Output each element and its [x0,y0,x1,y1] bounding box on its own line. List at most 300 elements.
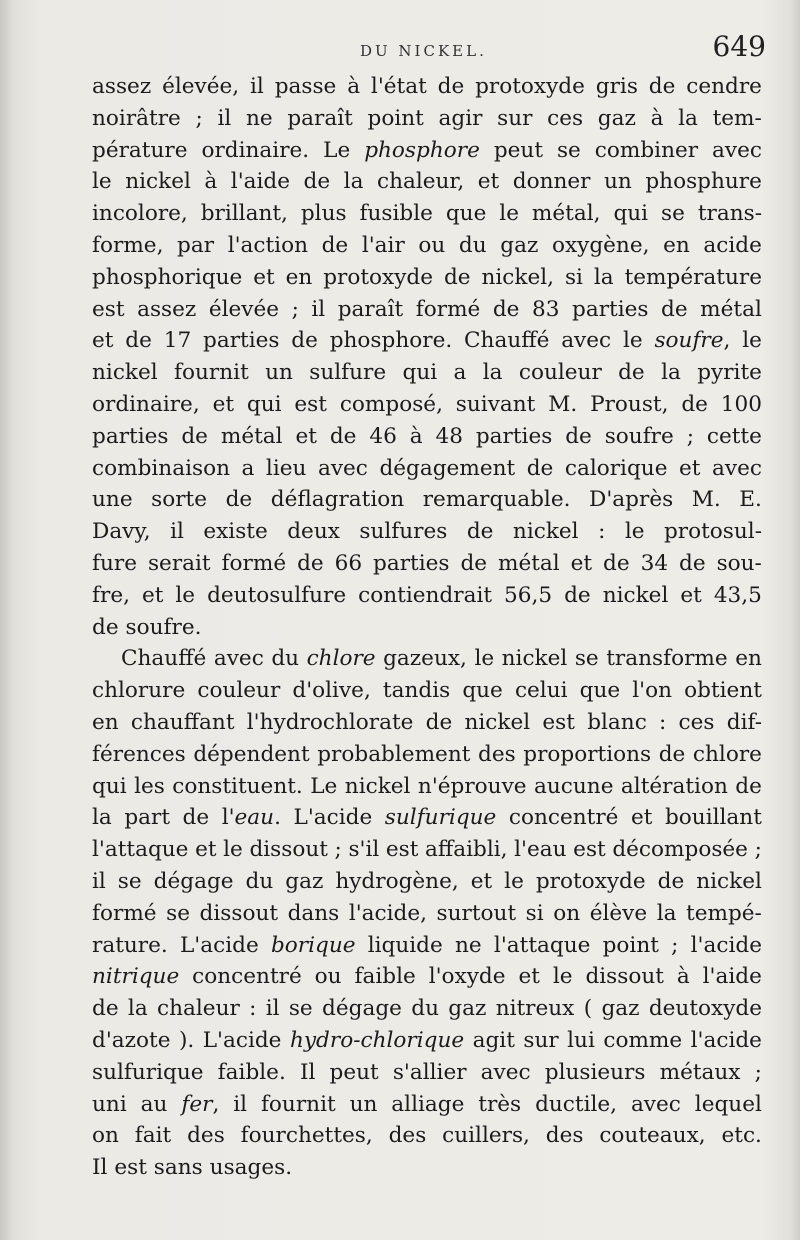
word: bouillant [664,805,762,831]
word: noirâtre [92,105,181,131]
word: deux [287,519,340,545]
text-line [92,643,762,675]
word: gaz [597,105,636,131]
word: l'aide [230,169,291,195]
word: ; [754,1059,762,1085]
text-line [92,866,762,898]
word: concentré [192,964,302,990]
word: chlore [306,646,376,672]
text-line [92,1089,762,1121]
word: Chauffé [464,328,550,354]
text-line [92,612,762,644]
word: en [285,264,313,290]
word: fre, [92,582,130,608]
word: avec [213,646,264,672]
word: comme [603,1027,683,1053]
word: l'attaque [493,932,591,958]
word: dissout [199,900,279,926]
word: l'état [370,74,427,99]
word: se [117,868,142,894]
word: la [343,169,364,195]
word: contiendrait [358,582,493,608]
word: lui [567,1027,595,1053]
word: composé, [339,391,443,417]
text-line [92,1120,762,1152]
word: chaleur, [376,169,465,195]
word: déflagration [270,487,405,513]
word: constituent. [172,773,303,799]
word: et [477,169,500,195]
word: avec [480,1059,531,1085]
word: Le [310,773,338,799]
word: de [657,868,685,894]
text-line [92,1057,762,1089]
word: ( [583,996,593,1022]
word: élevée, [162,74,240,99]
word: se [288,996,313,1022]
word: dépendent [193,741,310,767]
word: la [593,264,614,290]
word: à [347,74,361,99]
word: etc. [721,1123,762,1149]
word: soufre. [125,614,202,640]
word: assez [137,296,197,322]
word: nickel [501,646,568,672]
word: ne [455,932,482,958]
word: chaleur [157,996,240,1022]
word: l'hydrochlorate [246,709,414,735]
word: parties [373,550,450,576]
word: dissout [585,964,664,990]
word: de [492,296,520,322]
word: avec [712,455,762,481]
word: de [303,169,331,195]
word: remarquable. [422,487,571,513]
word: alliage [391,1091,465,1117]
text-line [92,325,762,357]
word: métal [700,296,762,322]
word: décomposée [612,837,748,863]
word: sans [153,1155,203,1181]
word: nitrique [92,964,180,990]
word: acide [703,232,762,258]
word: de [735,773,762,799]
word: peut [329,1059,379,1085]
word: ; [334,837,342,863]
word: 83 [532,296,560,322]
word: sulfure [309,360,387,386]
word: il [170,519,184,545]
word: le [223,837,243,863]
word: ordinaire, [92,391,200,417]
word: usages. [209,1155,293,1181]
word: de [466,519,494,545]
word: des [545,1123,584,1149]
word: de [92,996,119,1022]
word: ductile, [535,1091,618,1117]
word: pyrite [697,360,762,386]
word: de [564,582,591,608]
word: si [564,264,583,290]
word: on [92,1123,119,1149]
text-line [92,993,762,1025]
word: ne [245,105,273,131]
word: l'eau [514,837,567,863]
word: : [659,709,667,735]
word: sulfures [359,519,448,545]
word: phosphure [645,169,762,195]
word: lieu [265,455,307,481]
word: le [742,328,762,354]
text-line [92,802,762,834]
word: d'olive, [292,678,371,704]
word: le [622,328,643,354]
word: 56,5 [504,582,553,608]
word: tandis [382,678,451,704]
word: cendre [686,74,762,99]
word: n'éprouve [417,773,527,799]
word: le [175,582,196,608]
word: s'allier [392,1059,467,1085]
word: l'aide [702,964,762,990]
word: existe [203,519,268,545]
word: dégage [322,996,402,1022]
word: férences [92,741,186,767]
word: dégagement [379,455,516,481]
word: à [676,964,690,990]
word: il [265,996,280,1022]
word: et [195,837,217,863]
word: un [604,169,632,195]
word: oxygène, [551,232,650,258]
word: formé [221,550,287,576]
word: les [134,773,165,799]
word: de [92,614,119,640]
word: tem- [712,105,762,131]
word: du [411,996,439,1022]
word: de [125,328,152,354]
word: M. [548,391,578,417]
word: formé [415,296,481,322]
word: protoxyde [323,264,434,290]
word: nickel [696,868,762,894]
text-line [92,421,762,453]
word: température [624,264,762,290]
word: l'air [361,232,405,258]
word: et [141,582,164,608]
word: des [187,1123,225,1149]
word: nickel, [481,264,555,290]
word: de [437,74,465,99]
word: et [518,964,540,990]
word: forme, [92,232,164,258]
word: gaz [601,996,640,1022]
word: ces [678,709,715,735]
text-line [92,357,762,389]
word: métal, [531,201,601,227]
word: de [297,550,324,576]
word: à [204,169,218,195]
word: dif- [726,709,762,735]
word: fer, [181,1091,220,1117]
word: de [661,296,688,322]
word: métal [220,423,283,449]
word: une [92,487,133,513]
word: élève [589,900,648,926]
word: paraît [287,105,353,131]
word: se [574,646,599,672]
text-line [92,771,762,803]
word: protoxyde [475,74,585,99]
word: est [542,709,575,735]
word: et [570,550,593,576]
word: parties [572,296,649,322]
text-line [92,1025,762,1057]
text-line [92,198,762,230]
word: du [271,646,300,672]
word: suivant [455,391,536,417]
word: de [291,328,318,354]
word: phosphore. [329,328,453,354]
word: gris [595,74,638,99]
word: fait [134,1123,172,1149]
word: en [92,709,119,735]
word: 43,5 [713,582,762,608]
word: qui [246,391,282,417]
word: cuillers, [442,1123,530,1149]
word: dégage [153,868,234,894]
word: a [453,360,467,386]
word: nickel [512,519,579,545]
text-line [92,294,762,326]
word: que [462,678,503,704]
text-line [92,548,762,580]
word: du [458,232,487,258]
word: lequel [694,1091,762,1117]
word: fournit [260,1091,336,1117]
word: sulfurique [384,805,497,831]
text-line [92,516,762,548]
word: peut [493,137,543,163]
word: sulfurique [92,1059,204,1085]
word: et [470,868,493,894]
word: rature. [92,932,168,958]
word: l'attaque [92,837,189,863]
text-line [92,1152,762,1184]
word: uni [92,1091,127,1117]
word: il [233,1091,248,1117]
word: Le [323,137,351,163]
word: et [212,391,235,417]
word: Il [299,1059,316,1085]
text-line [92,675,762,707]
word: combiner [594,137,699,163]
word: avec [712,137,762,163]
text-line [92,484,762,516]
word: est [385,837,419,863]
word: métaux [659,1059,741,1085]
paragraph [92,71,762,643]
word: nitreux [495,996,575,1022]
running-head: DU NICKEL. [360,42,487,60]
word: 46 [369,423,397,449]
word: L'acide [293,805,373,831]
word: dans [287,900,340,926]
text-line [92,103,762,135]
word: nickel [464,709,531,735]
word: et [253,264,275,290]
word: parties [203,328,280,354]
word: nickel [602,582,669,608]
word: se [166,900,190,926]
word: E. [739,487,762,513]
word: hydro-chlorique [289,1027,465,1053]
word: faible [354,964,416,990]
word: est [114,1155,147,1181]
text-line [92,580,762,612]
word: faible. [217,1059,286,1085]
word: donner [512,169,591,195]
word: nickel [125,169,191,195]
word: ces [547,105,584,131]
word: de [603,550,630,576]
word: obtient [684,678,762,704]
word: affaibli, [425,837,508,863]
text-line [92,898,762,930]
word: formé [92,900,157,926]
word: assez [92,74,152,99]
word: qui [613,201,649,227]
word: chlore [692,741,762,767]
word: et [680,582,702,608]
word: l'acide [690,1027,762,1053]
word: un [265,360,293,386]
word: borique [270,932,356,958]
word: par [177,232,215,258]
word: il [92,868,106,894]
word: ). [178,1027,195,1053]
word: fure [92,550,138,576]
word: le [624,519,645,545]
word: de [565,423,592,449]
text-line [92,707,762,739]
word: est [573,837,606,863]
text-line [92,135,762,167]
word: se [556,137,581,163]
word: à [650,105,664,131]
word: ; [291,296,299,322]
word: de [425,709,453,735]
word: d'azote [92,1027,171,1053]
word: ; [671,932,679,958]
word: il [250,74,264,99]
word: il [217,105,232,131]
word: qui [92,773,127,799]
word: si [525,900,544,926]
word: ordinaire. [201,137,310,163]
word: l'eau. [221,805,281,831]
word: on [553,900,581,926]
text-line [92,71,762,103]
word: des [478,741,516,767]
word: couleur [518,360,602,386]
word: est [294,391,327,417]
word: proportions [523,741,652,767]
word: transforme [606,646,728,672]
word: couteaux, [599,1123,706,1149]
word: de [460,550,488,576]
word: en [663,232,690,258]
word: le [552,964,573,990]
word: nickel [92,360,158,386]
text-line [92,230,762,262]
word: phosphorique [92,264,243,290]
word: passe [274,74,337,99]
word: pérature [92,137,188,163]
text-line [92,739,762,771]
word: incolore, [92,201,188,227]
word: de [526,455,554,481]
word: 34 [640,550,669,576]
word: deutosulfure [207,582,347,608]
word: à [409,423,423,449]
word: couleur [197,678,281,704]
word: fournit [174,360,249,386]
word: de [681,391,708,417]
word: de [181,423,208,449]
word: avec [561,328,612,354]
word: phosphore [364,137,480,163]
word: L'acide [179,932,259,958]
word: la [656,900,677,926]
word: trans- [697,201,762,227]
word: point [602,932,659,958]
word: : [598,519,606,545]
word: métal [497,550,560,576]
word: l'on [632,678,673,704]
word: plus [300,201,347,227]
word: des [388,1123,427,1149]
word: Chauffé [121,646,207,672]
word: agit [472,1027,515,1053]
word: M. [691,487,721,513]
word: protoxyde [535,868,646,894]
text-line [92,262,762,294]
word: au [140,1091,168,1117]
word: et [630,805,653,831]
word: tempé- [686,900,762,926]
word: ; [195,105,203,131]
word: : [249,996,257,1022]
word: 17 [163,328,192,354]
word: la [127,996,148,1022]
word: avec [630,1091,681,1117]
word: de [182,805,210,831]
text-line [92,389,762,421]
word: gaz [448,996,487,1022]
word: part [124,805,171,831]
word: hydrogène, [335,868,459,894]
word: sur [523,1027,559,1053]
word: sou- [716,550,762,576]
word: et [679,455,701,481]
word: la [482,360,503,386]
word: brillant, [200,201,288,227]
word: avec [317,455,368,481]
word: gazeux, [383,646,467,672]
word: fourchettes, [240,1123,373,1149]
word: du [245,868,274,894]
